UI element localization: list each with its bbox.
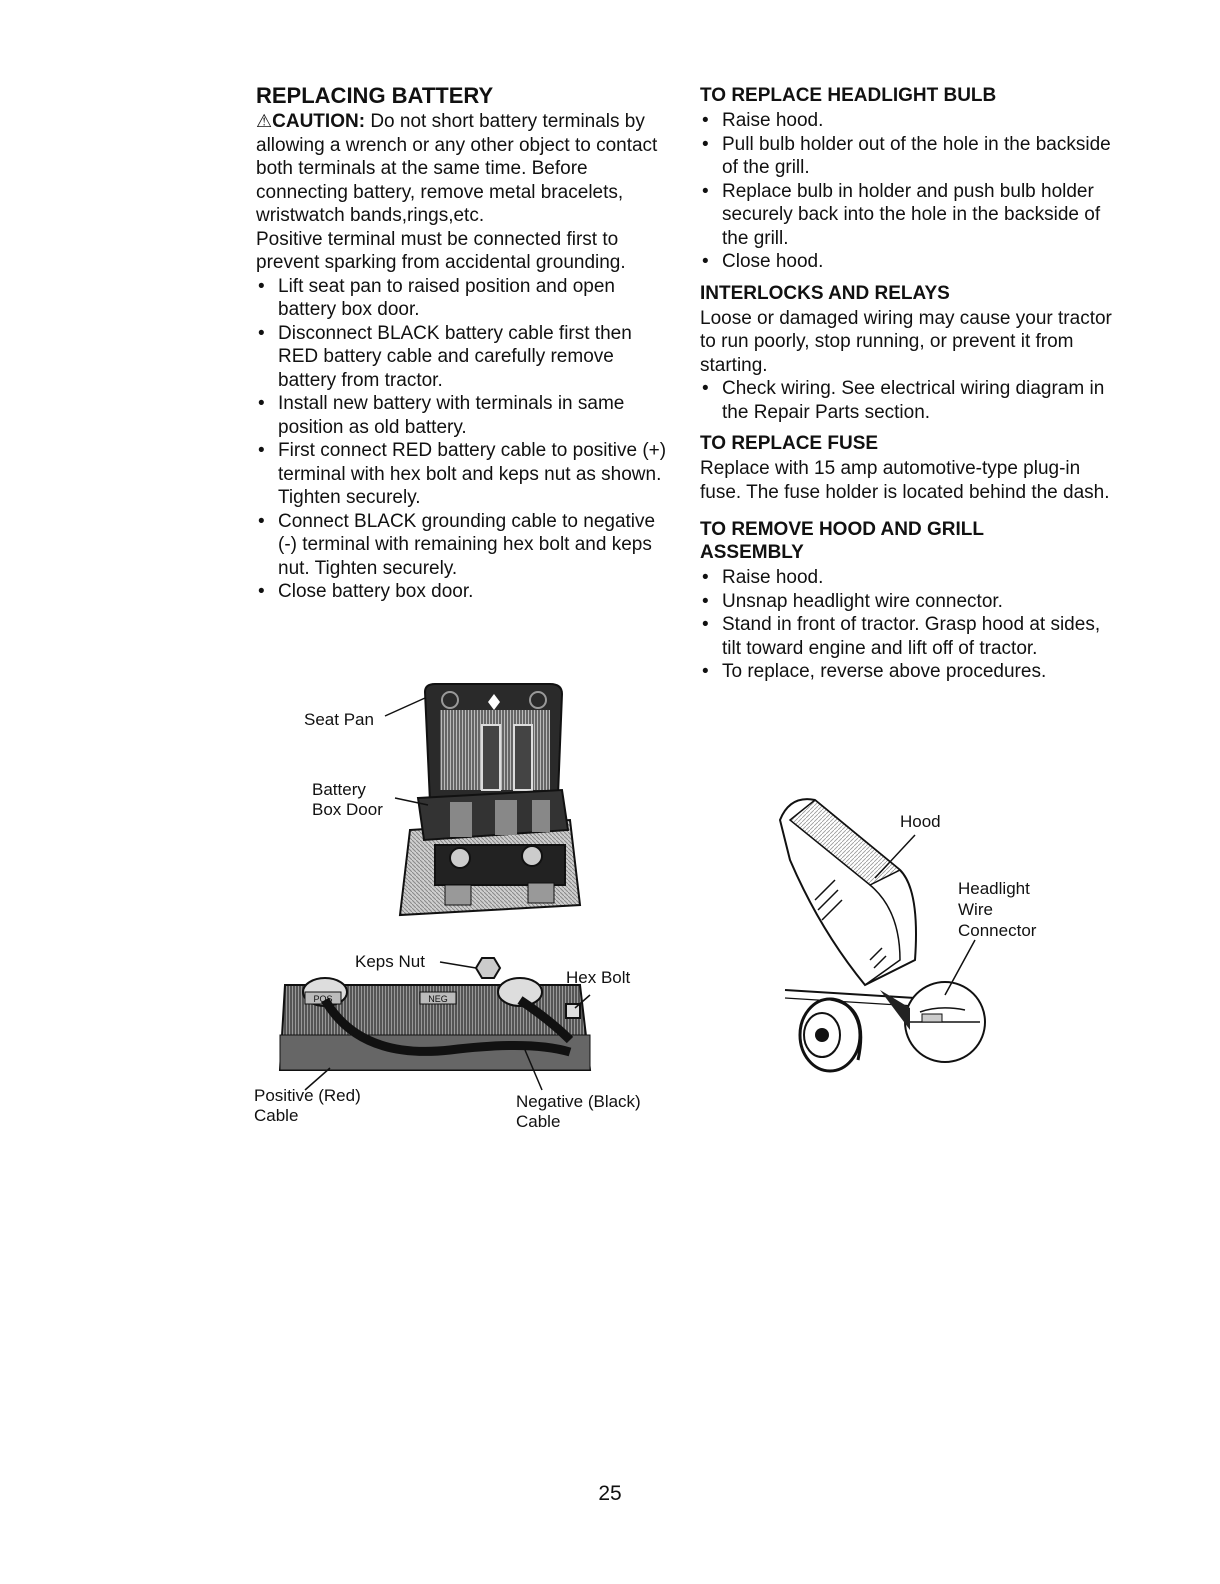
keps-nut-label: Keps Nut <box>355 952 425 971</box>
pos-post-label: POS <box>313 994 333 1004</box>
positive-label-line1: Positive (Red) <box>254 1086 361 1105</box>
battery-label-line1: Battery <box>312 780 366 799</box>
headlight-wire-connector-label <box>958 878 1036 941</box>
section-title-fuse: TO REPLACE FUSE <box>700 433 879 454</box>
positive-label-line2: Cable <box>254 1106 299 1125</box>
list-item: • Unsnap headlight wire connector. <box>700 590 1118 614</box>
battery-box-door-label <box>312 780 383 820</box>
left-column <box>256 84 674 604</box>
hood-figure <box>770 790 1070 1080</box>
list-item: • Check wiring. See electrical wiring diagram in the Repair Parts section. <box>700 377 1118 424</box>
positive-terminal-note: Positive terminal must be connected first to prevent sparking from accidental grounding. <box>256 228 626 273</box>
list-item: • Lift seat pan to raised position and open battery box door. <box>256 275 674 322</box>
list-item: • To replace, reverse above procedures. <box>700 660 1118 684</box>
battery-figure <box>250 940 670 1140</box>
list-item: • Install new battery with terminals in same position as old battery. <box>256 392 674 439</box>
headlight-steps-list <box>700 109 1118 274</box>
connector-label-line3: Connector <box>958 921 1037 940</box>
caution-paragraph <box>256 110 674 228</box>
page-number: 25 <box>598 1482 622 1505</box>
section-title-hood <box>700 518 1118 564</box>
hood-steps-list <box>700 566 1118 684</box>
list-item: • Close battery box door. <box>256 580 674 604</box>
connector-label-line1: Headlight <box>958 879 1030 898</box>
hex-bolt-label: Hex Bolt <box>566 968 631 987</box>
list-item: • Replace bulb in holder and push bulb holder securely back into the hole in the backside of the grill. <box>700 180 1118 251</box>
list-item: • Connect BLACK grounding cable to negative (-) terminal with remaining hex bolt and keps nut. Tighten securely. <box>256 510 674 581</box>
interlocks-text: Loose or damaged wiring may cause your tractor to run poorly, stop running, or prevent it from starting. <box>700 307 1112 376</box>
battery-label-line2: Box Door <box>312 800 383 819</box>
caution-label: CAUTION: <box>272 111 366 132</box>
positive-cable-label <box>254 1086 361 1126</box>
negative-label-line1: Negative (Black) <box>516 1092 641 1111</box>
right-column <box>700 84 1118 684</box>
list-item: • First connect RED battery cable to positive (+) terminal with hex bolt and keps nut as shown. Tighten securely. <box>256 439 674 510</box>
negative-cable-label <box>516 1092 641 1132</box>
neg-post-label: NEG <box>428 994 448 1004</box>
section-title-headlight: TO REPLACE HEADLIGHT BULB <box>700 85 997 106</box>
interlocks-steps-list <box>700 377 1118 424</box>
hood-title-line1: TO REMOVE HOOD AND GRILL <box>700 519 984 540</box>
connector-label-line2: Wire <box>958 900 993 919</box>
list-item: • Stand in front of tractor. Grasp hood at sides, tilt toward engine and lift off of tractor. <box>700 613 1118 660</box>
negative-label-line2: Cable <box>516 1112 561 1131</box>
hood-label: Hood <box>900 812 941 831</box>
battery-steps-list <box>256 275 674 604</box>
list-item: • Close hood. <box>700 250 1118 274</box>
fuse-text: Replace with 15 amp automotive-type plug-in fuse. The fuse holder is located behind the dash. <box>700 458 1110 503</box>
list-item: • Pull bulb holder out of the hole in the backside of the grill. <box>700 133 1118 180</box>
section-title-interlocks: INTERLOCKS AND RELAYS <box>700 282 950 304</box>
section-title-replacing-battery: REPLACING BATTERY <box>256 83 494 108</box>
list-item: • Raise hood. <box>700 109 1118 133</box>
list-item: • Raise hood. <box>700 566 1118 590</box>
warning-triangle-icon: ⚠ <box>256 111 273 131</box>
battery-box-figure <box>300 680 600 920</box>
seat-pan-label: Seat Pan <box>304 710 374 729</box>
caution-text: Do not short battery terminals by allowing a wrench or any other object to contact both terminals at the same time. Before connecting battery, remove metal bracelets, wristwatch bands,rings,etc. <box>256 111 658 226</box>
list-item: • Disconnect BLACK battery cable first then RED battery cable and carefully remove battery from tractor. <box>256 322 674 393</box>
hood-title-line2: ASSEMBLY <box>700 542 804 563</box>
